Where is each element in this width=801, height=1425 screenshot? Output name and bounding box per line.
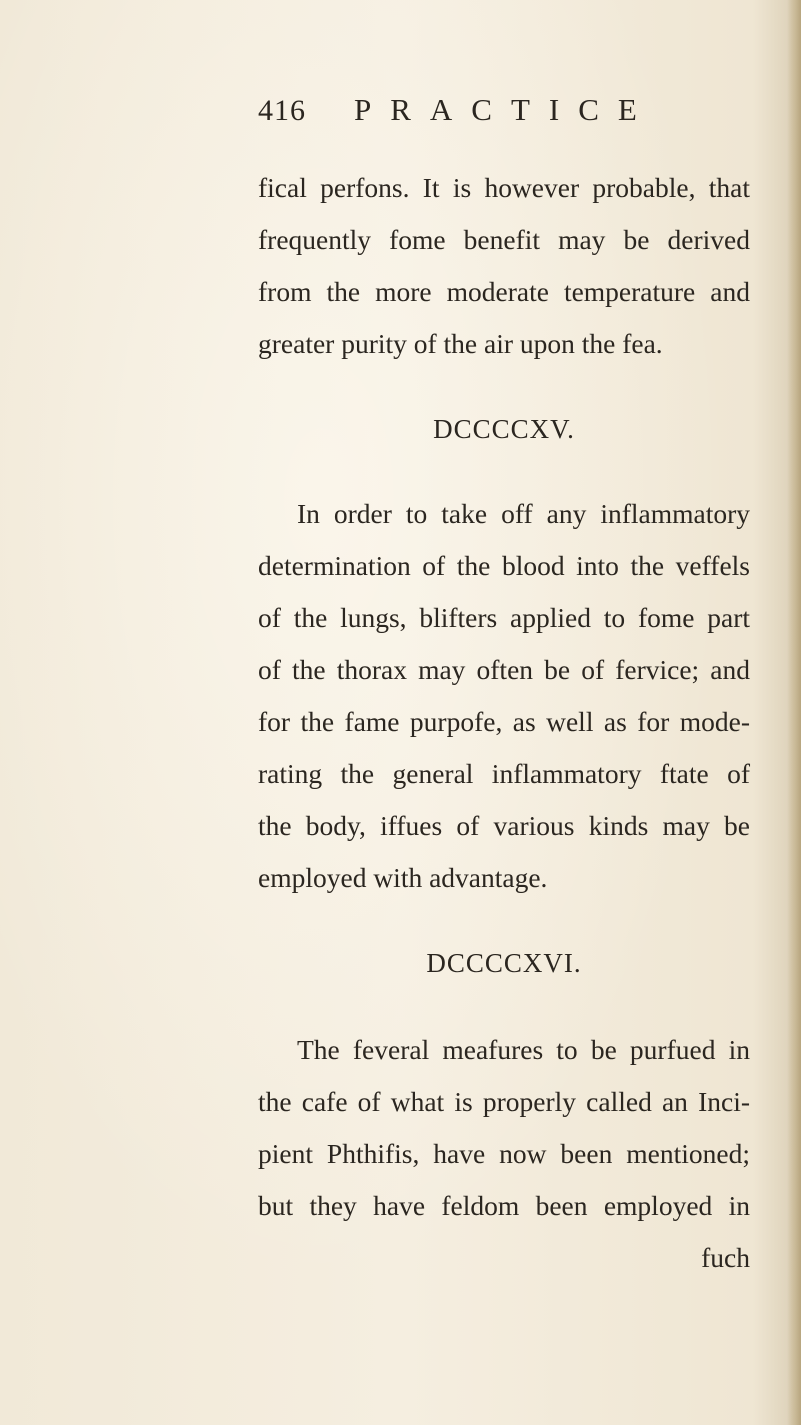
text-line: employed with advantage. bbox=[258, 862, 548, 893]
text-line: but they have feldom been employed in bbox=[258, 1190, 750, 1221]
text-line: the body, iffues of various kinds may be bbox=[258, 810, 750, 841]
text-line: In order to take off any inflammatory bbox=[297, 498, 750, 529]
text-line: greater purity of the air upon the fea. bbox=[258, 328, 663, 359]
text-line: the cafe of what is properly called an Inci- bbox=[258, 1086, 750, 1117]
text-line: pient Phthifis, have now been mentioned; bbox=[258, 1138, 750, 1169]
running-head bbox=[258, 92, 656, 142]
page-number: 416 bbox=[258, 94, 306, 127]
section-heading: DCCCCXVI. bbox=[426, 948, 582, 978]
text-line: The feveral meafures to be purfued in bbox=[297, 1034, 750, 1065]
text-line: of the thorax may often be of fervice; and bbox=[258, 654, 750, 685]
text-line: determination of the blood into the veffels bbox=[258, 550, 750, 581]
catchword: fuch bbox=[701, 1242, 750, 1273]
text-line: frequently fome benefit may be derived bbox=[258, 224, 750, 255]
text-line: rating the general inflammatory ftate of bbox=[258, 758, 750, 789]
text-line: of the lungs, blifters applied to fome part bbox=[258, 602, 750, 633]
page-edge bbox=[787, 0, 801, 1425]
text-line: fical perfons. It is however probable, that bbox=[258, 172, 750, 203]
running-title: PRACTICE bbox=[354, 92, 656, 127]
text-line: from the more moderate temperature and bbox=[258, 276, 750, 307]
text-line: for the fame purpofe, as well as for mode- bbox=[258, 706, 750, 737]
section-heading: DCCCCXV. bbox=[433, 414, 575, 444]
